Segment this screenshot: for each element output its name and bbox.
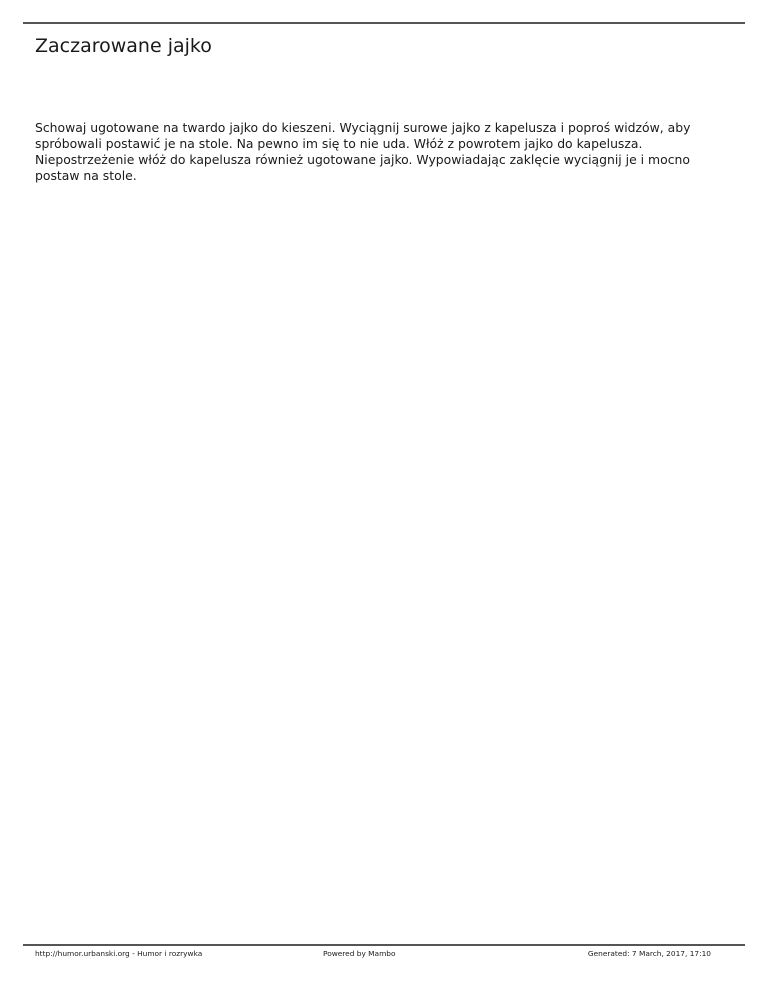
header-divider	[23, 22, 745, 24]
page-footer	[35, 948, 711, 960]
article-body: Schowaj ugotowane na twardo jajko do kieszeni. Wyciągnij surowe jajko z kapelusza i poproś widzów, aby spróbowali postawić je na stole. Na pewno im się to nie uda. Włóż z powrotem jajko do kapelusza. Niepostrzeżenie włóż do kapelusza również ugotowane jajko. Wypowiadając zaklęcie wyciągnij je i mocno postaw na stole.	[35, 120, 691, 183]
footer-powered-by: Powered by Mambo	[323, 949, 396, 958]
footer-generated-date: Generated: 7 March, 2017, 17:10	[587, 949, 711, 958]
footer-site-url: http://humor.urbanski.org - Humor i rozrywka	[35, 949, 203, 958]
article-title: Zaczarowane jajko	[35, 35, 212, 57]
footer-divider	[23, 944, 745, 946]
